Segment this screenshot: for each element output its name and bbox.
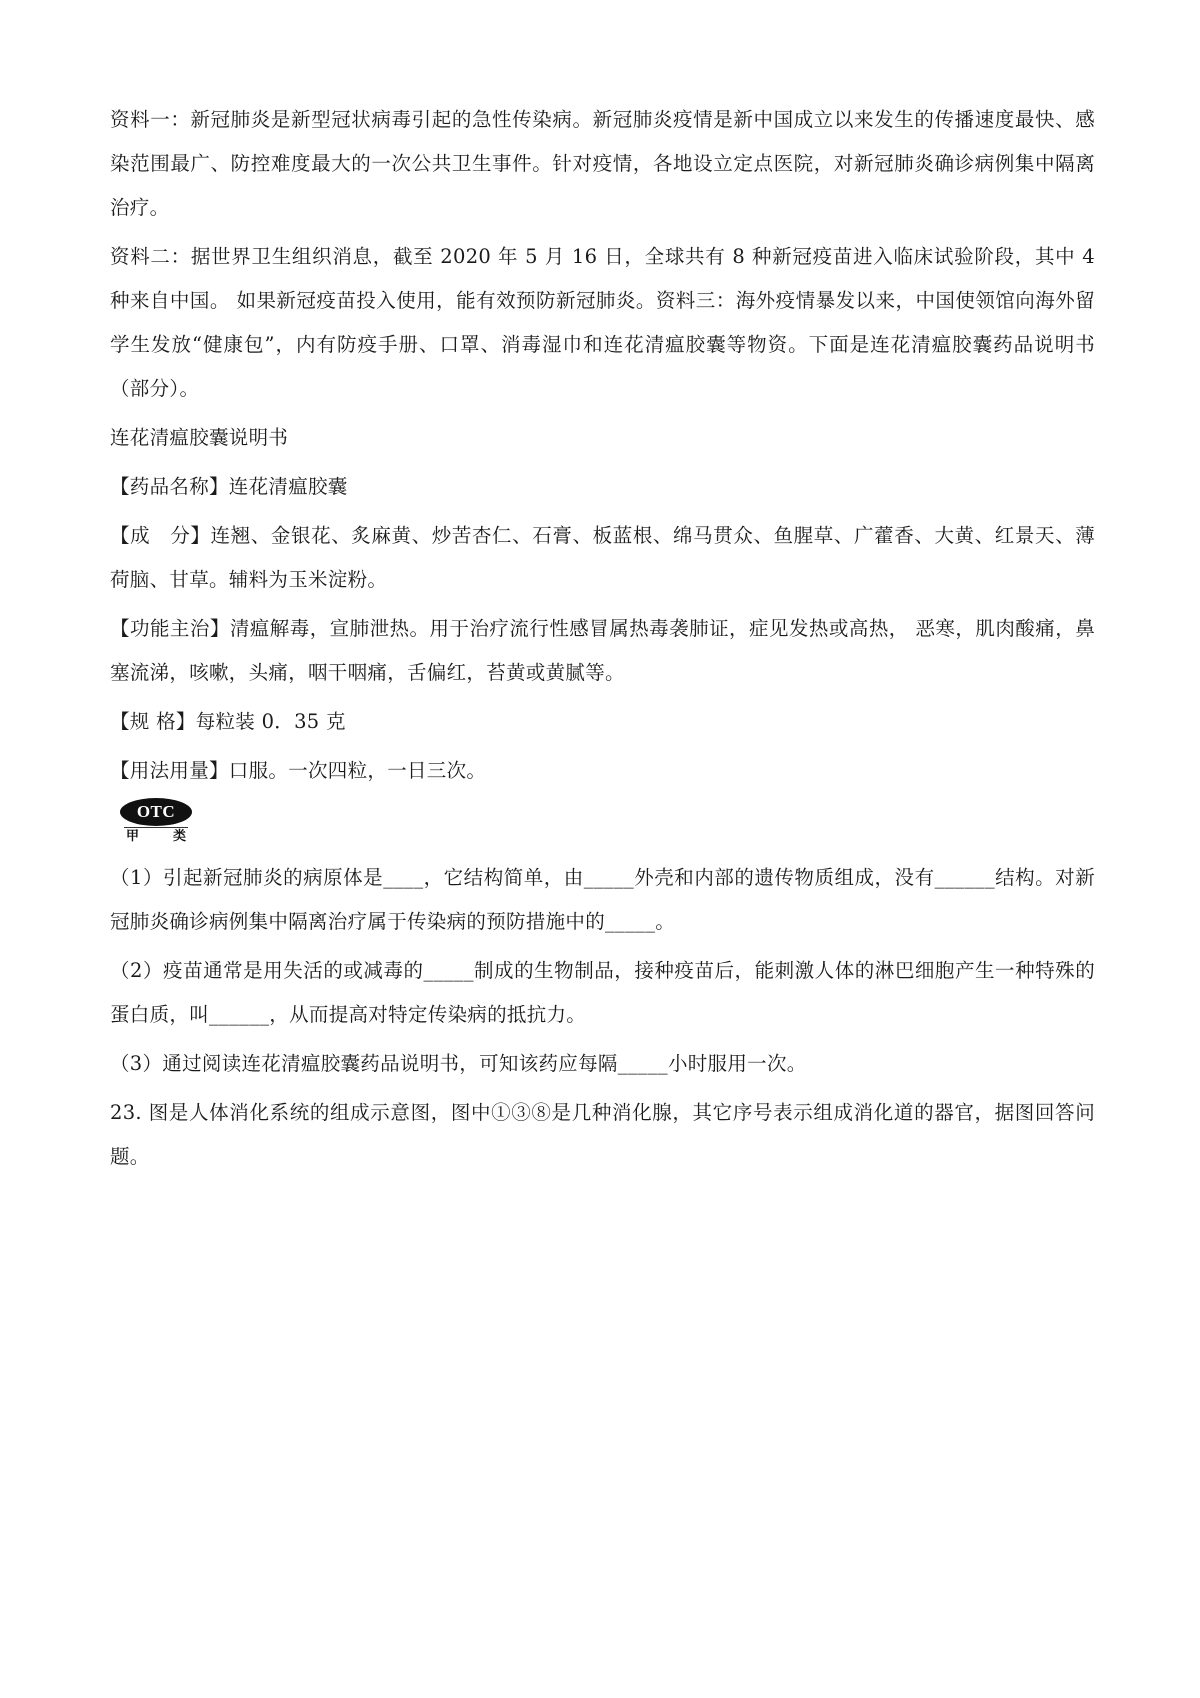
question-1: （1）引起新冠肺炎的病原体是____，它结构简单，由_____外壳和内部的遗传物质组成，没有______结构。对新冠肺炎确诊病例集中隔离治疗属于传染病的预防措施中的_____。 [110,866,1095,933]
question-2: （2）疫苗通常是用失活的或减毒的_____制成的生物制品，接种疫苗后，能刺激人体的淋巴细胞产生一种特殊的蛋白质，叫______，从而提高对特定传染病的抵抗力。 [110,959,1095,1026]
leaflet-usage: 【用法用量】口服。一次四粒，一日三次。 [110,759,487,782]
material-one-paragraph: 资料一：新冠肺炎是新型冠状病毒引起的急性传染病。新冠肺炎疫情是新中国成立以来发生的传播速度最快、感染范围最广、防控难度最大的一次公共卫生事件。针对疫情，各地设立定点医院，对新冠肺炎确诊病例集中隔离治疗。 [110,108,1095,219]
leaflet-title: 连花清瘟胶囊说明书 [110,426,289,449]
otc-logo-category-left: 甲 [126,829,140,844]
otc-logo-oval: OTC [120,798,192,826]
document-content [110,98,1095,1184]
otc-logo-icon [118,798,196,850]
question-23: 23. 图是人体消化系统的组成示意图，图中①③⑧是几种消化腺，其它序号表示组成消化道的器官，据图回答问题。 [110,1101,1095,1168]
leaflet-specification: 【规 格】每粒装 0．35 克 [110,710,346,733]
otc-logo-category-right: 类 [172,829,186,844]
leaflet-drug-name: 【药品名称】连花清瘟胶囊 [110,475,348,498]
material-two-paragraph: 资料二：据世界卫生组织消息，截至 2020 年 5 月 16 日，全球共有 8 种新冠疫苗进入临床试验阶段，其中 4 种来自中国。 如果新冠疫苗投入使用，能有效预防新冠肺炎。资料三：海外疫情暴发以来，中国使领馆向海外留学生发放“健康包”，内有防疫手册、口罩、消毒湿巾和连花清瘟胶囊等物资。下面是连花清瘟胶囊药品说明书（部分）。 [110,245,1095,400]
leaflet-function: 【功能主治】清瘟解毒，宣肺泄热。用于治疗流行性感冒属热毒袭肺证，症见发热或高热， 恶寒，肌肉酸痛，鼻塞流涕，咳嗽，头痛，咽干咽痛，舌偏红，苔黄或黄腻等。 [110,617,1095,684]
leaflet-ingredients: 【成 分】连翘、金银花、炙麻黄、炒苦杏仁、石膏、板蓝根、绵马贯众、鱼腥草、广藿香、大黄、红景天、薄荷脑、甘草。辅料为玉米淀粉。 [110,524,1095,591]
otc-logo-category [126,827,186,847]
question-3: （3）通过阅读连花清瘟胶囊药品说明书，可知该药应每隔_____小时服用一次。 [110,1052,807,1075]
